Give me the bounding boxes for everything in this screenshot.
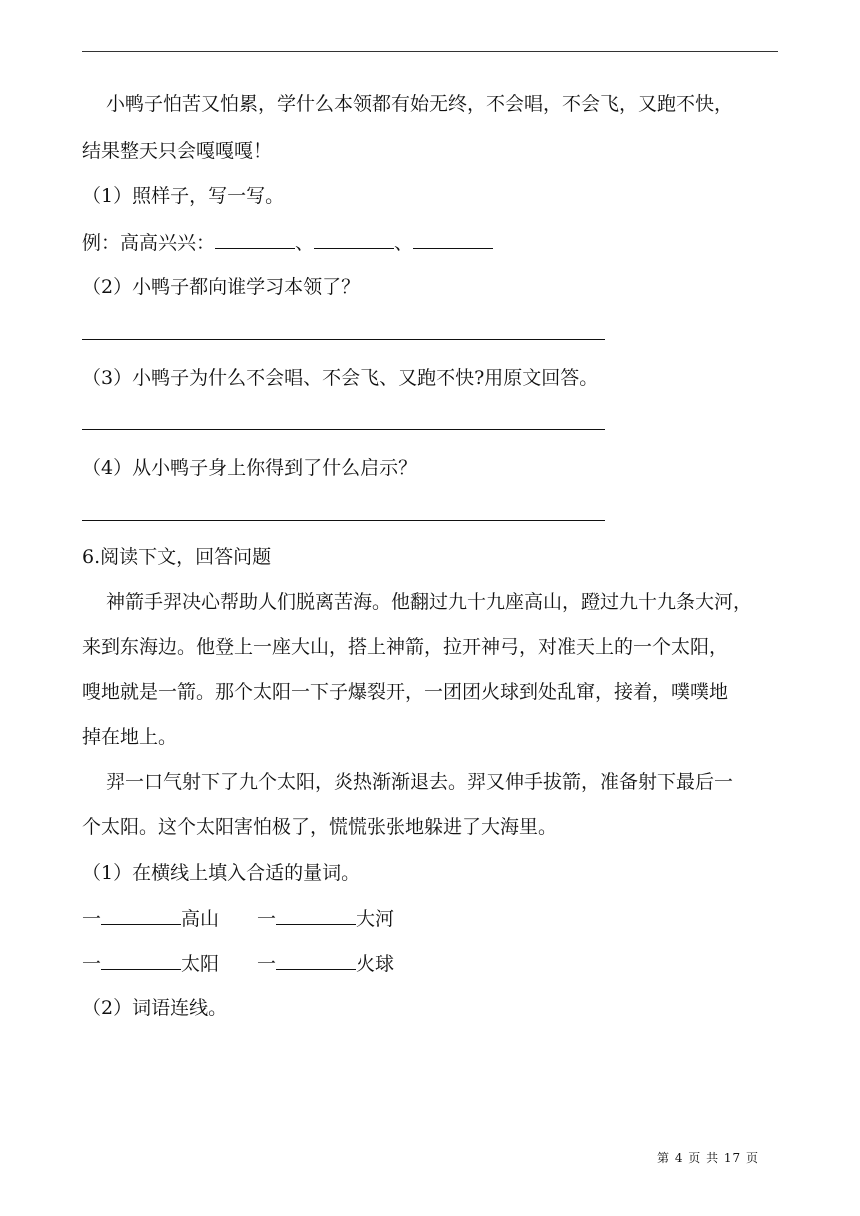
header-rule bbox=[82, 51, 778, 52]
fill-row bbox=[257, 906, 394, 931]
fill-prefix: 一 bbox=[257, 953, 277, 975]
section-6-question-2-prompt: （2）词语连线。 bbox=[82, 997, 228, 1019]
fill-row bbox=[257, 951, 394, 976]
fill-word: 太阳 bbox=[181, 953, 220, 975]
answer-line[interactable] bbox=[82, 339, 605, 340]
answer-blank[interactable] bbox=[101, 951, 181, 970]
passage-line: 结果整天只会嘎嘎嘎！ bbox=[82, 140, 273, 162]
passage-line: 小鸭子怕苦又怕累，学什么本领都有始无终，不会唱，不会飞，又跑不快， bbox=[106, 93, 734, 115]
answer-blank[interactable] bbox=[314, 230, 394, 249]
fill-row bbox=[82, 906, 219, 931]
fill-row bbox=[82, 951, 219, 976]
example-row bbox=[82, 230, 493, 255]
passage-line: 来到东海边。他登上一座大山，搭上神箭，拉开神弓，对准天上的一个太阳， bbox=[82, 636, 729, 658]
passage-line: 掉在地上。 bbox=[82, 726, 178, 748]
passage-line: 神箭手羿决心帮助人们脱离苦海。他翻过九十九座高山，蹬过九十九条大河， bbox=[106, 591, 753, 613]
passage-line: 羿一口气射下了九个太阳，炎热渐渐退去。羿又伸手拔箭，准备射下最后一 bbox=[106, 771, 734, 793]
separator: 、 bbox=[295, 232, 315, 254]
question-1-prompt: （1）照样子，写一写。 bbox=[82, 185, 285, 207]
fill-word: 高山 bbox=[181, 908, 220, 930]
answer-blank[interactable] bbox=[215, 230, 295, 249]
fill-word: 大河 bbox=[356, 908, 395, 930]
passage-line: 嗖地就是一箭。那个太阳一下子爆裂开，一团团火球到处乱窜，接着，噗噗地 bbox=[82, 681, 729, 703]
question-2-prompt: （2）小鸭子都向谁学习本领了？ bbox=[82, 276, 361, 298]
page-footer: 第 4 页 共 17 页 bbox=[657, 1151, 759, 1165]
answer-blank[interactable] bbox=[413, 230, 493, 249]
passage-line: 个太阳。这个太阳害怕极了，慌慌张张地躲进了大海里。 bbox=[82, 816, 558, 838]
answer-line[interactable] bbox=[82, 520, 605, 521]
question-4-prompt: （4）从小鸭子身上你得到了什么启示？ bbox=[82, 457, 418, 479]
answer-blank[interactable] bbox=[276, 906, 356, 925]
answer-blank[interactable] bbox=[276, 951, 356, 970]
fill-prefix: 一 bbox=[82, 953, 102, 975]
section-6-question-1-prompt: （1）在横线上填入合适的量词。 bbox=[82, 862, 361, 884]
fill-prefix: 一 bbox=[257, 908, 277, 930]
fill-word: 火球 bbox=[356, 953, 395, 975]
answer-line[interactable] bbox=[82, 429, 605, 430]
answer-blank[interactable] bbox=[101, 906, 181, 925]
fill-prefix: 一 bbox=[82, 908, 102, 930]
question-3-prompt: （3）小鸭子为什么不会唱、不会飞、又跑不快?用原文回答。 bbox=[82, 367, 599, 389]
separator: 、 bbox=[394, 232, 414, 254]
example-label: 例：高高兴兴： bbox=[82, 232, 216, 254]
section-6-title: 6.阅读下文，回答问题 bbox=[82, 546, 272, 568]
